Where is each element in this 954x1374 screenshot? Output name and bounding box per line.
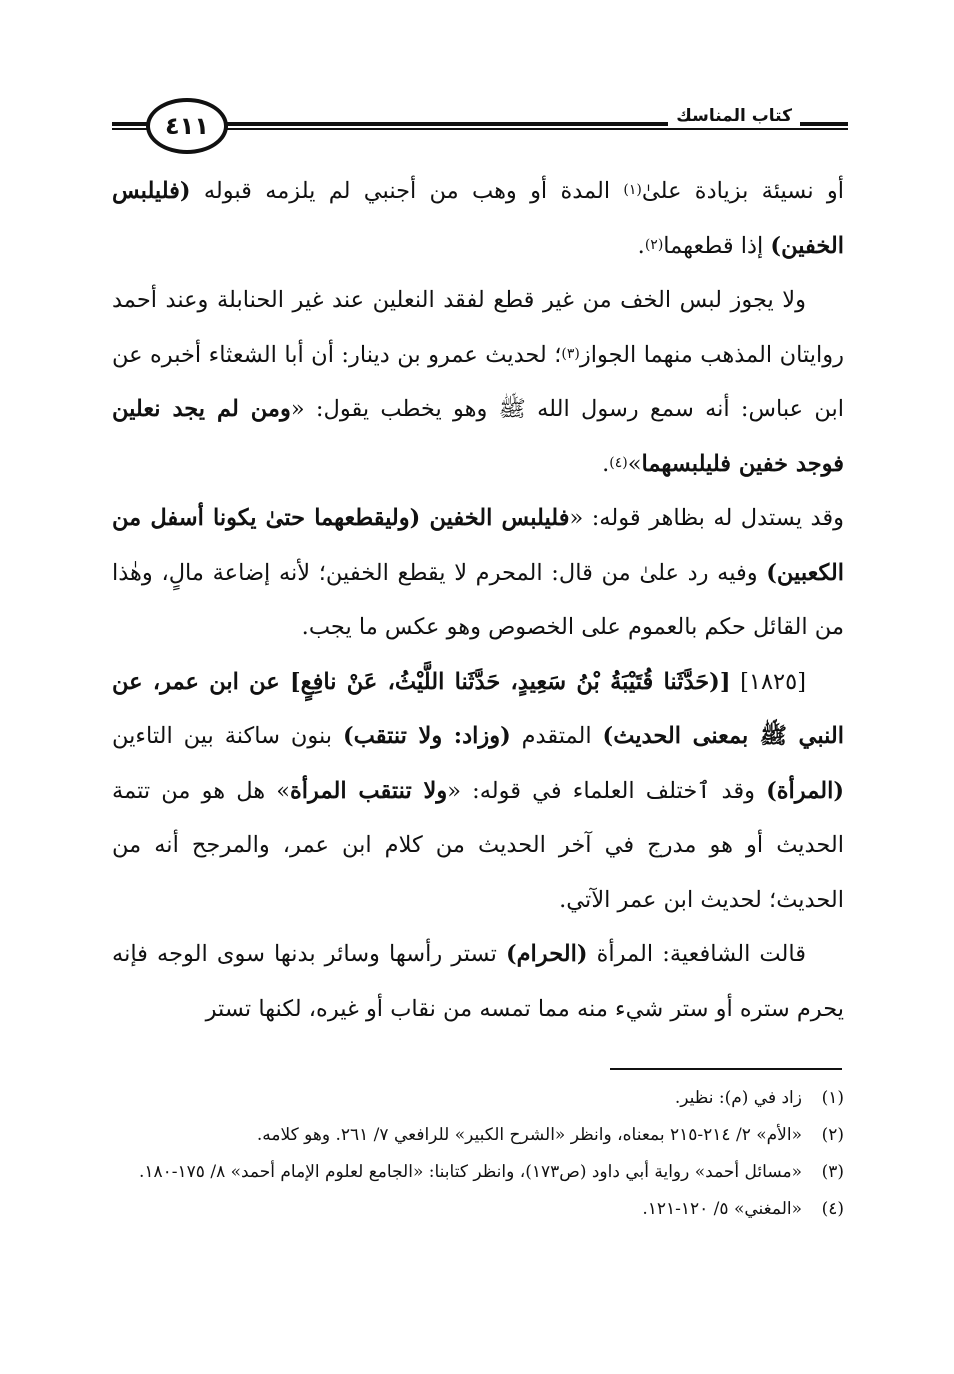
body-text <box>112 164 844 1036</box>
footnote-item <box>112 1080 844 1117</box>
paragraph-2: ولا يجوز لبس الخف من غير قطع لفقد النعلين عند غير الحنابلة وعند أحمد روايتان المذهب منهما الجواز$^{(٣)}$؛ لحديث عمرو بن دينار: أن أبا الشعثاء أخبره عن ابن عباس: أنه سمع رسول الله ﷺ وهو يخطب يقول: «ومن لم يجد نعلين فوجد خفين فليلبسهما»$^{(٤)}$. <box>112 287 844 477</box>
footnote-number: (١) <box>821 1088 844 1108</box>
running-head: كتاب المناسك <box>668 106 800 126</box>
footnote-text: «الأم» ٢/ ٢١٤-٢١٥ بمعناه، وانظر «الشرح الكبير» للرافعي ٧/ ٢٦١. وهو كلامه. <box>256 1125 802 1145</box>
footnote-text: «المغني» ٥/ ١٢٠-١٢١. <box>642 1199 802 1219</box>
page-header <box>112 92 848 162</box>
footnote-text: «مسائل أحمد» رواية أبي داود (ص١٧٣)، وانظر كتابنا: «الجامع لعلوم الإمام أحمد» ٨/ ١٧٥-١٨٠. <box>138 1162 802 1182</box>
paragraph-3: وقد يستدل له بظاهر قوله: «فليلبس الخفين (وليقطعهما حتىٰ يكونا أسفل من الكعبين) وفيه رد علىٰ من قال: المحرم لا يقطع الخفين؛ لأنه إضاعة مالٍ، وهٰذا من القائل حكم بالعموم على الخصوص وهو عكس ما يجب. <box>112 505 844 640</box>
footnote-number: (٢) <box>821 1125 844 1145</box>
paragraph-4: [١٨٢٥] [(حَدَّثَنا قُتَيْبَةُ بْنُ سَعِيدٍ، حَدَّثَنا اللَّيْثُ، عَنْ نافِعٍ] عن ابن عمر، عن النبي ﷺ بمعنى الحديث) المتقدم (وزاد: ولا تنتقب) بنون ساكنة بين التاءين (المرأة) وقد ٱختلف العلماء في قوله: «ولا تنتقب المرأة» هل هو من تتمة الحديث أو هو مدرج في آخر الحديث من كلام ابن عمر، والمرجح أنه من الحديث؛ لحديث ابن عمر الآتي. <box>112 668 845 913</box>
footnote-number: (٤) <box>821 1199 844 1219</box>
footnote-ref: (٣) <box>561 345 580 362</box>
page-number: ٤١١ <box>165 112 209 140</box>
paragraph-1: أو نسيئة بزيادة علىٰ$^{(١)}$ المدة أو وهب من أجنبي لم يلزمه قبوله (فليلبس الخفين) إذا قطعهما$^{(٢)}$. <box>112 178 844 259</box>
footnote-ref: (١) <box>623 182 642 198</box>
footnote-item <box>112 1117 844 1154</box>
paragraph-5: قالت الشافعية: المرأة (الحرام) تستر رأسها وسائر بدنها سوى الوجه فإنه يحرم ستره أو ستر شيء منه مما تمسه من نقاب أو غيره، لكنها تستر <box>112 941 844 1022</box>
footnote-item <box>112 1191 844 1228</box>
footnote-separator <box>610 1068 842 1070</box>
footnotes <box>112 1080 844 1228</box>
footnote-number: (٣) <box>821 1162 844 1182</box>
footnote-text: زاد في (م): نظير. <box>674 1088 802 1108</box>
footnote-ref: (٤) <box>609 454 628 471</box>
footnote-ref: (٢) <box>644 236 664 253</box>
page-number-badge <box>146 98 228 154</box>
footnote-item <box>112 1154 844 1191</box>
